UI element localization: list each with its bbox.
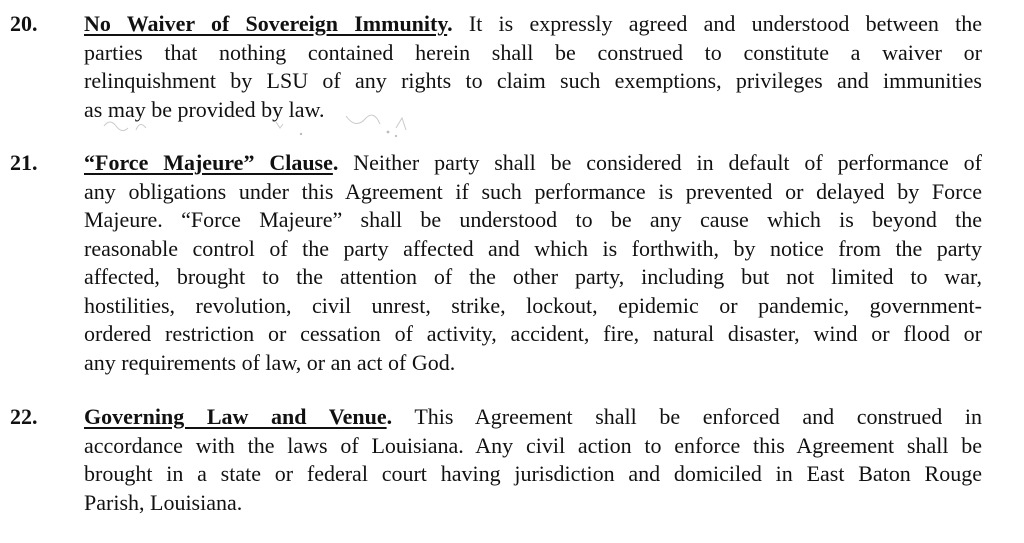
clause-line: any obligations under this Agreement if such performance is prevented or delayed by Force	[84, 178, 982, 204]
clause-number: 22.	[10, 404, 38, 429]
clause-line: affected, brought to the attention of the other party, including but not limited to war,	[84, 264, 982, 289]
clause-heading: No Waiver of Sovereign Immunity	[84, 11, 448, 36]
clause-heading: “Force Majeure” Clause	[84, 150, 333, 175]
clause-text: It is expressly agreed and understood between the	[452, 11, 982, 36]
clause-line: as may be provided by law.	[84, 96, 325, 122]
heading-punctuation: .	[386, 404, 393, 429]
heading-punctuation: .	[447, 11, 453, 36]
clause-line: brought in a state or federal court having jurisdiction and domiciled in East Baton Rouge	[84, 461, 982, 486]
clause-line: any requirements of law, or an act of God.	[84, 349, 456, 375]
clause-heading: Governing Law and Venue	[84, 404, 387, 429]
clause-number: 21.	[10, 150, 38, 175]
clause-text: This Agreement shall be enforced and construed in	[392, 404, 982, 429]
clause-line: Majeure. “Force Majeure” shall be understood to be any cause which is beyond the	[84, 207, 982, 232]
clause-line: reasonable control of the party affected and which is forthwith, by notice from the party	[84, 235, 982, 261]
clause-body	[84, 149, 982, 377]
clause-line	[84, 403, 982, 432]
clause-line: accordance with the laws of Louisiana. Any civil action to enforce this Agreement shall be	[84, 432, 982, 458]
clause-line	[84, 149, 982, 178]
clause-number: 20.	[10, 11, 38, 36]
clause-line	[84, 10, 982, 39]
clause-line: parties that nothing contained herein shall be construed to constitute a waiver or	[84, 39, 982, 65]
clause-line: relinquishment by LSU of any rights to claim such exemptions, privileges and immunities	[84, 68, 982, 93]
heading-punctuation: .	[332, 150, 339, 175]
clause-line: hostilities, revolution, civil unrest, strike, lockout, epidemic or pandemic, government-	[84, 292, 982, 318]
clause-line: Parish, Louisiana.	[84, 489, 243, 515]
clause-text: Neither party shall be considered in default of performance of	[338, 150, 982, 175]
clause-body	[84, 403, 982, 517]
clause-body	[84, 10, 982, 124]
clause-line: ordered restriction or cessation of activity, accident, fire, natural disaster, wind or flood or	[84, 321, 982, 346]
